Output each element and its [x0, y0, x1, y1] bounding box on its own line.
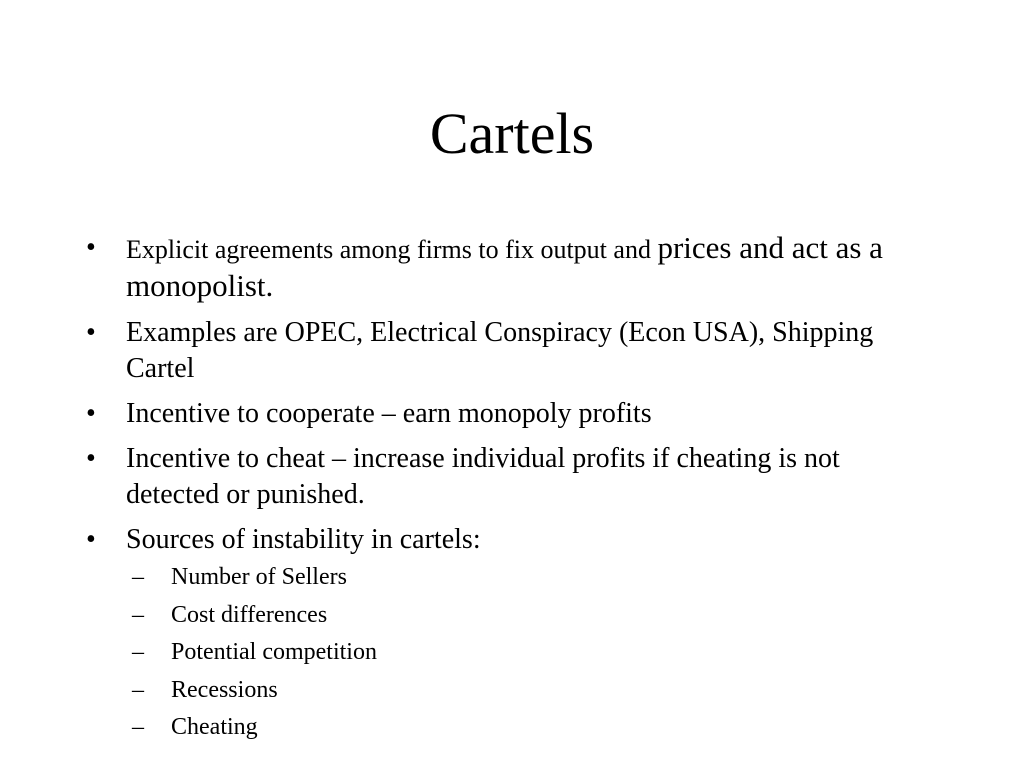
sub-bullet-text: Number of Sellers: [171, 564, 347, 590]
bullet-marker: •: [86, 524, 96, 555]
sub-bullet-text: Cheating: [171, 714, 258, 740]
bullet-marker: •: [86, 317, 96, 348]
sub-bullet-text: Cost differences: [171, 601, 328, 628]
sub-bullet-marker: –: [132, 714, 144, 740]
bullet-text-part: prices and act as a monopolist.: [126, 230, 883, 303]
sub-bullet-marker: –: [132, 676, 144, 703]
sub-bullet-item: [126, 712, 936, 742]
bullet-marker: •: [86, 232, 96, 263]
slide-title: Cartels: [429, 101, 595, 166]
sub-bullet-list: [126, 562, 936, 742]
bullet-text: Examples are OPEC, Electrical Conspiracy (Econ USA), Shipping Cartel: [126, 317, 874, 384]
sub-bullet-marker: –: [132, 601, 144, 628]
sub-bullet-item: [126, 600, 936, 630]
bullet-item: [86, 522, 936, 742]
bullet-item: [86, 441, 936, 513]
bullet-item: [86, 230, 936, 306]
bullet-item: [86, 315, 936, 387]
bullet-text: Incentive to cooperate – earn monopoly profits: [126, 398, 652, 429]
sub-bullet-text: Potential competition: [171, 639, 377, 665]
sub-bullet-marker: –: [132, 639, 144, 665]
bullet-text: Incentive to cheat – increase individual profits if cheating is not detected or punished.: [126, 443, 840, 510]
bullet-list: [86, 230, 936, 751]
sub-bullet-item: [126, 637, 936, 667]
bullet-text-part: Explicit agreements among firms to fix output and: [126, 235, 658, 264]
bullet-marker: •: [86, 443, 96, 474]
bullet-marker: •: [86, 398, 96, 429]
bullet-item: [86, 396, 936, 432]
sub-bullet-marker: –: [132, 564, 144, 590]
sub-bullet-item: [126, 675, 936, 705]
sub-bullet-item: [126, 562, 936, 592]
sub-bullet-text: Recessions: [171, 676, 278, 703]
bullet-text: Sources of instability in cartels:: [126, 524, 481, 555]
